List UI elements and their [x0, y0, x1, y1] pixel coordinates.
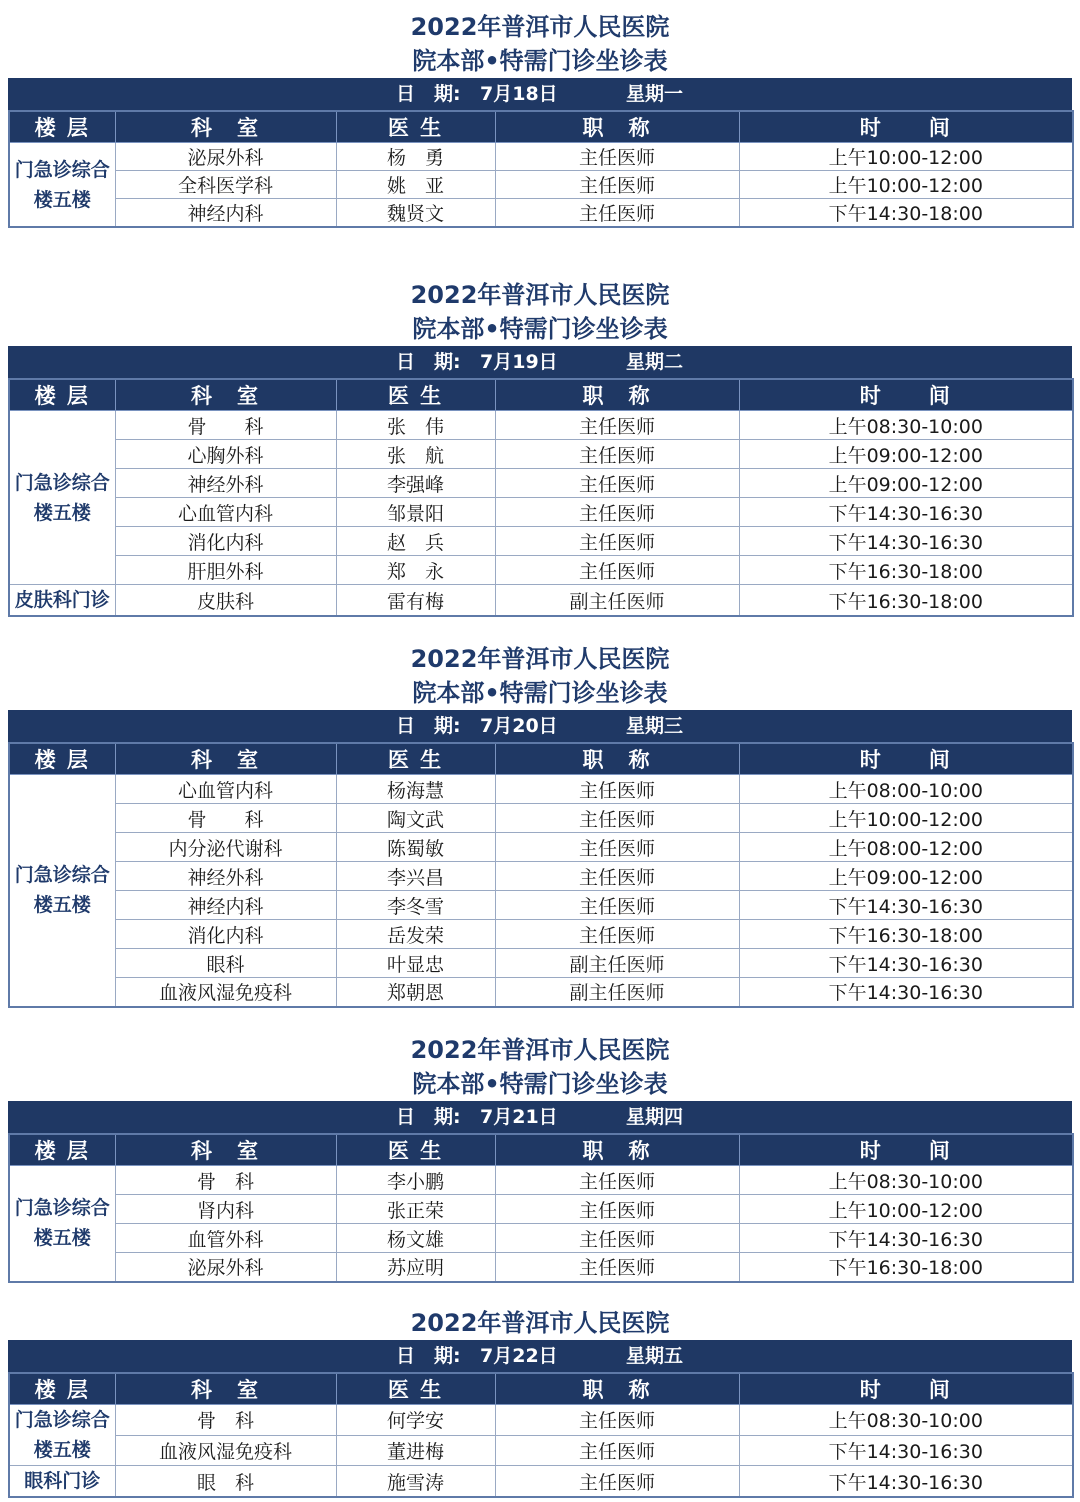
doctor-cell: 何学安: [336, 1405, 495, 1436]
table-row: [9, 1435, 1073, 1466]
header-dept: 科 室: [115, 1134, 336, 1166]
table-row: [9, 891, 1073, 920]
hospital-title: 2022年普洱市人民医院: [410, 1309, 670, 1337]
doctor-cell: 李冬雪: [336, 891, 495, 920]
title-cell: 主任医师: [495, 920, 739, 949]
weekday: 星期一: [626, 83, 684, 105]
header-doctor: 医 生: [336, 1134, 495, 1166]
title-cell: 副主任医师: [495, 978, 739, 1007]
title-cell: 主任医师: [495, 804, 739, 833]
header-time: 时 间: [739, 379, 1073, 411]
dept-cell: 消化内科: [115, 527, 336, 556]
title-cell: 主任医师: [495, 411, 739, 440]
title-cell: 主任医师: [495, 469, 739, 498]
doctor-cell: 郑 永: [336, 556, 495, 585]
doctor-cell: 苏应明: [336, 1253, 495, 1282]
time-cell: 上午08:00-12:00: [739, 833, 1073, 862]
dept-cell: 肝胆外科: [115, 556, 336, 585]
date-label: 日 期:: [396, 1345, 461, 1367]
time-cell: 下午16:30-18:00: [739, 556, 1073, 585]
dept-cell: 眼科: [115, 949, 336, 978]
date-bar: [8, 1101, 1072, 1133]
table-row: [9, 171, 1073, 199]
schedule-titles: [8, 642, 1072, 710]
dept-cell: 消化内科: [115, 920, 336, 949]
time-cell: 上午08:30-10:00: [739, 411, 1073, 440]
header-floor: 楼 层: [9, 1373, 115, 1405]
table-row: [9, 440, 1073, 469]
header-floor: 楼 层: [9, 743, 115, 775]
floor-cell: 眼科门诊: [9, 1466, 115, 1498]
date-value: 7月19日: [480, 351, 558, 373]
time-cell: 下午14:30-16:30: [739, 498, 1073, 527]
header-dept: 科 室: [115, 111, 336, 143]
header-time: 时 间: [739, 1373, 1073, 1405]
dept-cell: 肾内科: [115, 1195, 336, 1224]
title-cell: 主任医师: [495, 171, 739, 199]
table-header-row: [9, 379, 1073, 411]
table-row: [9, 804, 1073, 833]
floor-cell: 门急诊综合楼五楼: [9, 1166, 115, 1282]
weekday: 星期五: [626, 1345, 684, 1367]
date-bar: [8, 78, 1072, 110]
time-cell: 下午14:30-16:30: [739, 1224, 1073, 1253]
table-row: [9, 1224, 1073, 1253]
title-cell: 主任医师: [495, 1253, 739, 1282]
time-cell: 上午10:00-12:00: [739, 171, 1073, 199]
time-cell: 下午14:30-16:30: [739, 1435, 1073, 1466]
schedule-block: [8, 1306, 1072, 1498]
time-cell: 下午14:30-16:30: [739, 527, 1073, 556]
doctor-cell: 李强峰: [336, 469, 495, 498]
dept-cell: 心血管内科: [115, 498, 336, 527]
schedule-subtitle: 院本部•特需门诊坐诊表: [412, 315, 668, 343]
table-row: [9, 1405, 1073, 1436]
weekday: 星期四: [626, 1106, 684, 1128]
table-row: [9, 920, 1073, 949]
header-time: 时 间: [739, 743, 1073, 775]
schedule-block: [8, 642, 1072, 1008]
date-value: 7月22日: [480, 1345, 558, 1367]
floor-cell: 门急诊综合楼五楼: [9, 775, 115, 1007]
dept-cell: 眼 科: [115, 1466, 336, 1498]
floor-cell: 门急诊综合楼五楼: [9, 143, 115, 228]
dept-cell: 泌尿外科: [115, 143, 336, 171]
header-doctor: 医 生: [336, 379, 495, 411]
title-cell: 副主任医师: [495, 585, 739, 617]
schedule-block: [8, 278, 1072, 617]
time-cell: 下午16:30-18:00: [739, 585, 1073, 617]
table-row: [9, 862, 1073, 891]
time-cell: 下午14:30-16:30: [739, 1466, 1073, 1498]
header-title: 职 称: [495, 743, 739, 775]
hospital-title: 2022年普洱市人民医院: [410, 645, 670, 673]
dept-cell: 心胸外科: [115, 440, 336, 469]
dept-cell: 血液风湿免疫科: [115, 1435, 336, 1466]
title-cell: 主任医师: [495, 891, 739, 920]
dept-cell: 神经内科: [115, 199, 336, 228]
header-time: 时 间: [739, 111, 1073, 143]
table-header-row: [9, 1134, 1073, 1166]
header-title: 职 称: [495, 379, 739, 411]
doctor-cell: 姚 亚: [336, 171, 495, 199]
schedule-titles: [8, 10, 1072, 78]
header-doctor: 医 生: [336, 111, 495, 143]
dept-cell: 骨 科: [115, 411, 336, 440]
title-cell: 主任医师: [495, 1405, 739, 1436]
time-cell: 上午10:00-12:00: [739, 143, 1073, 171]
title-cell: 主任医师: [495, 833, 739, 862]
dept-cell: 神经外科: [115, 862, 336, 891]
doctor-cell: 陈蜀敏: [336, 833, 495, 862]
time-cell: 上午09:00-12:00: [739, 469, 1073, 498]
title-cell: 主任医师: [495, 1435, 739, 1466]
title-cell: 副主任医师: [495, 949, 739, 978]
doctor-cell: 陶文武: [336, 804, 495, 833]
date-bar: [8, 346, 1072, 378]
table-row: [9, 833, 1073, 862]
doctor-cell: 张 伟: [336, 411, 495, 440]
schedule-table: [8, 1133, 1074, 1283]
table-row: [9, 949, 1073, 978]
title-cell: 主任医师: [495, 556, 739, 585]
table-header-row: [9, 1373, 1073, 1405]
schedule-titles: [8, 1306, 1072, 1340]
weekday: 星期三: [626, 715, 684, 737]
header-title: 职 称: [495, 1134, 739, 1166]
doctor-cell: 魏贤文: [336, 199, 495, 228]
header-dept: 科 室: [115, 743, 336, 775]
table-row: [9, 978, 1073, 1007]
table-row: [9, 556, 1073, 585]
date-label: 日 期:: [396, 83, 461, 105]
date-value: 7月18日: [480, 83, 558, 105]
doctor-cell: 杨海慧: [336, 775, 495, 804]
table-row: [9, 199, 1073, 228]
doctor-cell: 邹景阳: [336, 498, 495, 527]
hospital-title: 2022年普洱市人民医院: [410, 1036, 670, 1064]
date-bar: [8, 1340, 1072, 1372]
time-cell: 下午16:30-18:00: [739, 920, 1073, 949]
table-row: [9, 585, 1073, 617]
header-dept: 科 室: [115, 1373, 336, 1405]
time-cell: 下午16:30-18:00: [739, 1253, 1073, 1282]
hospital-title: 2022年普洱市人民医院: [410, 281, 670, 309]
schedule-subtitle: 院本部•特需门诊坐诊表: [412, 679, 668, 707]
dept-cell: 内分泌代谢科: [115, 833, 336, 862]
table-row: [9, 143, 1073, 171]
doctor-cell: 张正荣: [336, 1195, 495, 1224]
title-cell: 主任医师: [495, 1195, 739, 1224]
header-floor: 楼 层: [9, 379, 115, 411]
date-label: 日 期:: [396, 351, 461, 373]
title-cell: 主任医师: [495, 199, 739, 228]
date-label: 日 期:: [396, 1106, 461, 1128]
schedule-table: [8, 110, 1074, 228]
title-cell: 主任医师: [495, 1224, 739, 1253]
table-row: [9, 1253, 1073, 1282]
title-cell: 主任医师: [495, 1166, 739, 1195]
dept-cell: 神经外科: [115, 469, 336, 498]
schedule-subtitle: 院本部•特需门诊坐诊表: [412, 47, 668, 75]
table-row: [9, 1166, 1073, 1195]
floor-cell: 门急诊综合楼五楼: [9, 1405, 115, 1466]
header-title: 职 称: [495, 111, 739, 143]
header-dept: 科 室: [115, 379, 336, 411]
table-row: [9, 469, 1073, 498]
dept-cell: 泌尿外科: [115, 1253, 336, 1282]
schedule-block: [8, 10, 1072, 228]
dept-cell: 血管外科: [115, 1224, 336, 1253]
doctor-cell: 李兴昌: [336, 862, 495, 891]
doctor-cell: 张 航: [336, 440, 495, 469]
header-title: 职 称: [495, 1373, 739, 1405]
doctor-cell: 施雪涛: [336, 1466, 495, 1498]
doctor-cell: 杨文雄: [336, 1224, 495, 1253]
dept-cell: 皮肤科: [115, 585, 336, 617]
schedule-titles: [8, 278, 1072, 346]
title-cell: 主任医师: [495, 143, 739, 171]
time-cell: 下午14:30-16:30: [739, 978, 1073, 1007]
time-cell: 下午14:30-18:00: [739, 199, 1073, 228]
doctor-cell: 岳发荣: [336, 920, 495, 949]
time-cell: 上午08:30-10:00: [739, 1405, 1073, 1436]
title-cell: 主任医师: [495, 440, 739, 469]
time-cell: 上午08:30-10:00: [739, 1166, 1073, 1195]
table-row: [9, 411, 1073, 440]
doctor-cell: 叶显忠: [336, 949, 495, 978]
time-cell: 下午14:30-16:30: [739, 891, 1073, 920]
table-row: [9, 1466, 1073, 1498]
title-cell: 主任医师: [495, 1466, 739, 1498]
time-cell: 下午14:30-16:30: [739, 949, 1073, 978]
doctor-cell: 董进梅: [336, 1435, 495, 1466]
date-label: 日 期:: [396, 715, 461, 737]
dept-cell: 全科医学科: [115, 171, 336, 199]
header-doctor: 医 生: [336, 1373, 495, 1405]
floor-cell: 皮肤科门诊: [9, 585, 115, 617]
doctor-cell: 雷有梅: [336, 585, 495, 617]
date-value: 7月20日: [480, 715, 558, 737]
dept-cell: 骨 科: [115, 1405, 336, 1436]
schedule-subtitle: 院本部•特需门诊坐诊表: [412, 1070, 668, 1098]
hospital-title: 2022年普洱市人民医院: [410, 13, 670, 41]
dept-cell: 血液风湿免疫科: [115, 978, 336, 1007]
dept-cell: 神经内科: [115, 891, 336, 920]
doctor-cell: 赵 兵: [336, 527, 495, 556]
doctor-cell: 郑朝恩: [336, 978, 495, 1007]
table-header-row: [9, 111, 1073, 143]
date-value: 7月21日: [480, 1106, 558, 1128]
header-doctor: 医 生: [336, 743, 495, 775]
time-cell: 上午10:00-12:00: [739, 804, 1073, 833]
doctor-cell: 李小鹏: [336, 1166, 495, 1195]
table-row: [9, 775, 1073, 804]
time-cell: 上午08:00-10:00: [739, 775, 1073, 804]
header-floor: 楼 层: [9, 1134, 115, 1166]
schedule-table: [8, 1372, 1074, 1498]
time-cell: 上午10:00-12:00: [739, 1195, 1073, 1224]
schedule-table: [8, 378, 1074, 617]
title-cell: 主任医师: [495, 527, 739, 556]
floor-cell: 门急诊综合楼五楼: [9, 411, 115, 585]
title-cell: 主任医师: [495, 775, 739, 804]
table-row: [9, 498, 1073, 527]
table-row: [9, 1195, 1073, 1224]
dept-cell: 骨 科: [115, 1166, 336, 1195]
title-cell: 主任医师: [495, 862, 739, 891]
date-bar: [8, 710, 1072, 742]
schedule-table: [8, 742, 1074, 1008]
header-floor: 楼 层: [9, 111, 115, 143]
time-cell: 上午09:00-12:00: [739, 862, 1073, 891]
schedule-titles: [8, 1033, 1072, 1101]
header-time: 时 间: [739, 1134, 1073, 1166]
table-row: [9, 527, 1073, 556]
schedule-block: [8, 1033, 1072, 1283]
dept-cell: 心血管内科: [115, 775, 336, 804]
dept-cell: 骨 科: [115, 804, 336, 833]
table-header-row: [9, 743, 1073, 775]
title-cell: 主任医师: [495, 498, 739, 527]
weekday: 星期二: [626, 351, 684, 373]
doctor-cell: 杨 勇: [336, 143, 495, 171]
time-cell: 上午09:00-12:00: [739, 440, 1073, 469]
